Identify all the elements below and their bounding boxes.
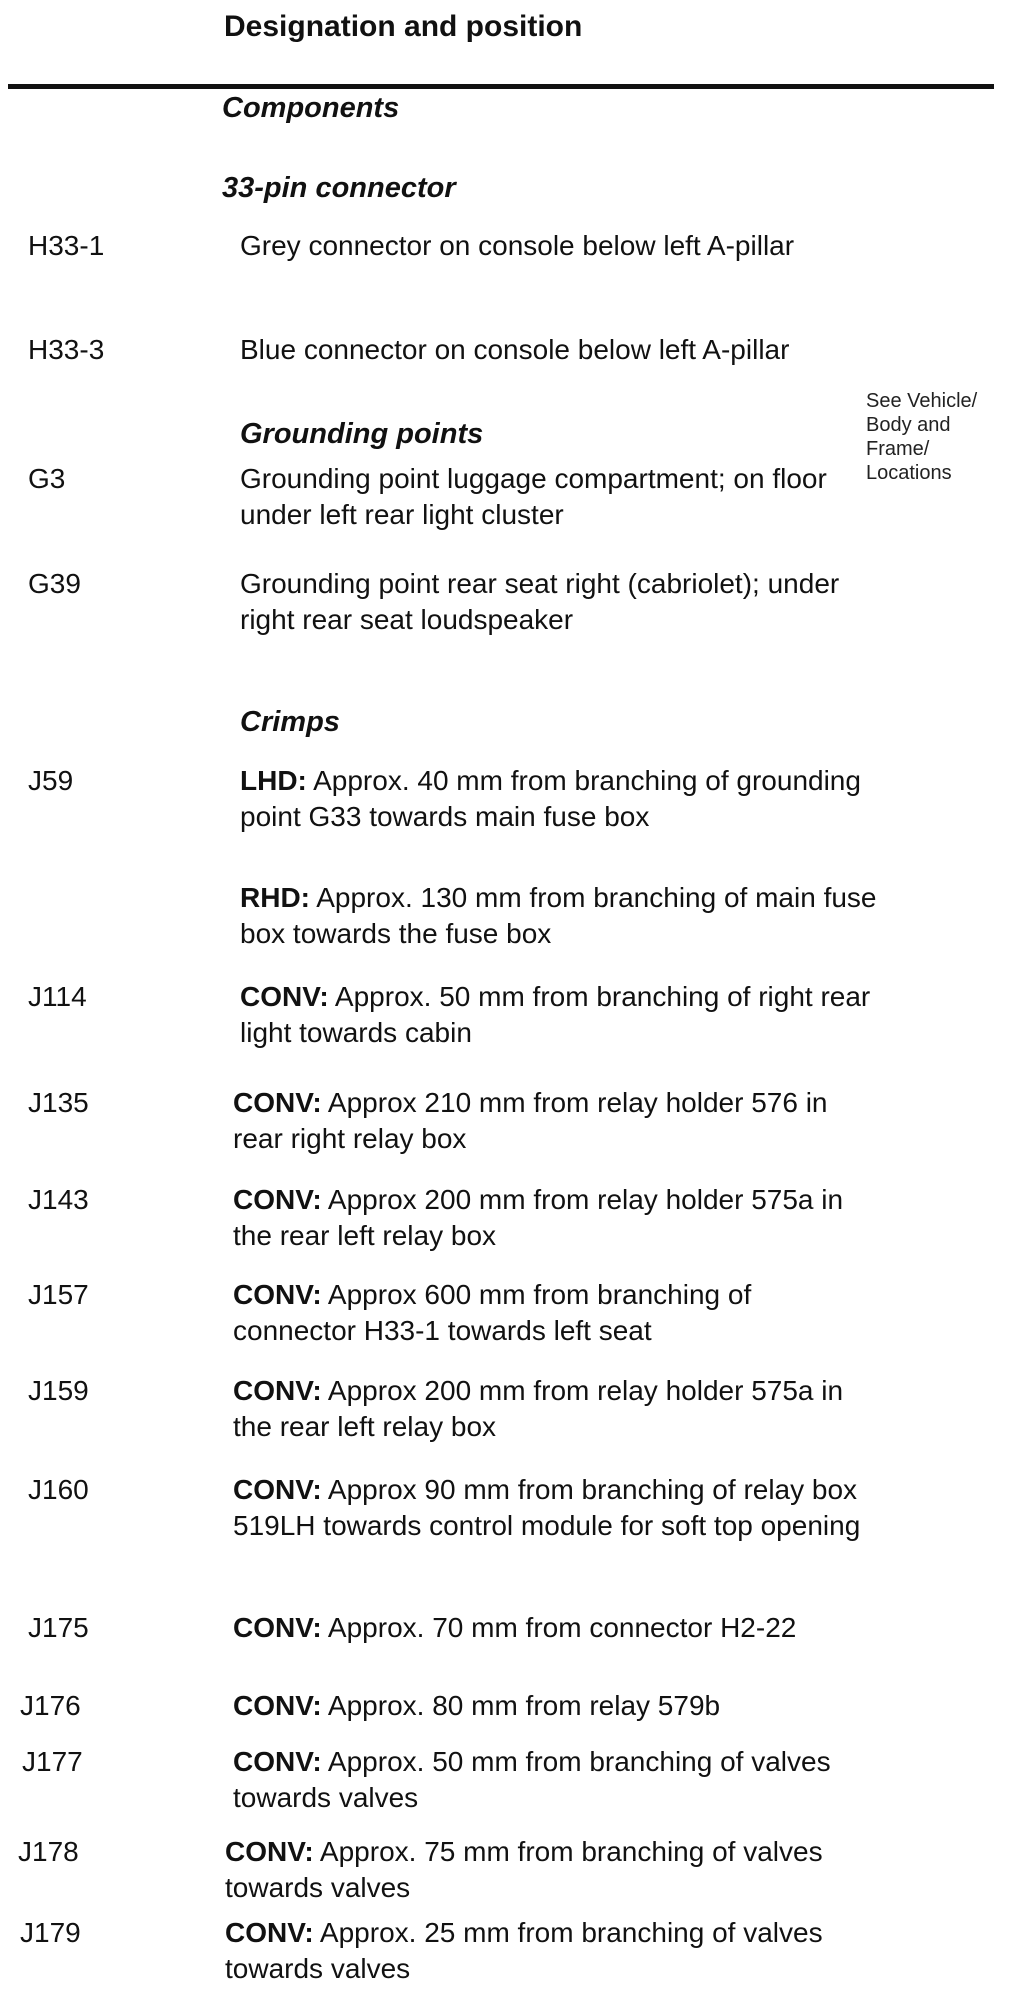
row-code: J175 bbox=[28, 1612, 89, 1643]
row-description: Grounding point rear seat right (cabriolet); under right rear seat loudspeaker bbox=[240, 568, 840, 635]
row-code: J135 bbox=[28, 1087, 89, 1118]
row-description: RHD: Approx. 130 mm from branching of main fuse box towards the fuse box bbox=[240, 882, 877, 949]
page-header: Designation and position bbox=[224, 10, 583, 43]
row-description: Grounding point luggage compartment; on floor under left rear light cluster bbox=[240, 463, 827, 530]
row-description: Blue connector on console below left A-pillar bbox=[240, 334, 790, 365]
row-description: CONV: Approx 200 mm from relay holder 575a in the rear left relay box bbox=[233, 1184, 844, 1251]
row-code: J176 bbox=[20, 1690, 81, 1721]
section-grounding-points: Grounding points bbox=[240, 418, 484, 450]
row-code: H33-1 bbox=[28, 230, 105, 261]
row-description: CONV: Approx. 50 mm from branching of right rear light towards cabin bbox=[240, 981, 871, 1048]
row-description: CONV: Approx. 75 mm from branching of valves towards valves bbox=[225, 1836, 823, 1903]
section-components: Components bbox=[222, 92, 400, 124]
row-description: CONV: Approx. 80 mm from relay 579b bbox=[233, 1690, 721, 1721]
row-code: G39 bbox=[28, 568, 81, 599]
section-33-pin-connector: 33-pin connector bbox=[222, 172, 456, 204]
row-description: CONV: Approx 90 mm from branching of relay box 519LH towards control module for soft top opening bbox=[233, 1474, 861, 1541]
row-code: J178 bbox=[18, 1836, 79, 1867]
header-rule bbox=[8, 84, 994, 89]
row-description: CONV: Approx. 25 mm from branching of valves towards valves bbox=[225, 1917, 823, 1984]
row-code: J159 bbox=[28, 1375, 89, 1406]
row-code: H33-3 bbox=[28, 334, 105, 365]
row-description: CONV: Approx 200 mm from relay holder 575a in the rear left relay box bbox=[233, 1375, 844, 1442]
side-note: See Vehicle/ Body and Frame/ Locations bbox=[866, 390, 978, 484]
row-description: CONV: Approx. 50 mm from branching of valves towards valves bbox=[233, 1746, 831, 1813]
row-code: J114 bbox=[28, 981, 87, 1012]
row-description: LHD: Approx. 40 mm from branching of grounding point G33 towards main fuse box bbox=[240, 765, 861, 832]
row-description: CONV: Approx 210 mm from relay holder 576 in rear right relay box bbox=[233, 1087, 828, 1154]
row-code: J143 bbox=[28, 1184, 89, 1215]
row-code: J177 bbox=[22, 1746, 83, 1777]
row-description: CONV: Approx 600 mm from branching of connector H33-1 towards left seat bbox=[233, 1279, 752, 1346]
row-code: G3 bbox=[28, 463, 66, 494]
section-crimps: Crimps bbox=[240, 706, 340, 738]
row-description: CONV: Approx. 70 mm from connector H2-22 bbox=[233, 1612, 797, 1643]
row-description: Grey connector on console below left A-pillar bbox=[240, 230, 795, 261]
row-code: J157 bbox=[28, 1279, 89, 1310]
row-code: J179 bbox=[20, 1917, 81, 1948]
row-code: J59 bbox=[28, 765, 74, 796]
row-code: J160 bbox=[28, 1474, 89, 1505]
